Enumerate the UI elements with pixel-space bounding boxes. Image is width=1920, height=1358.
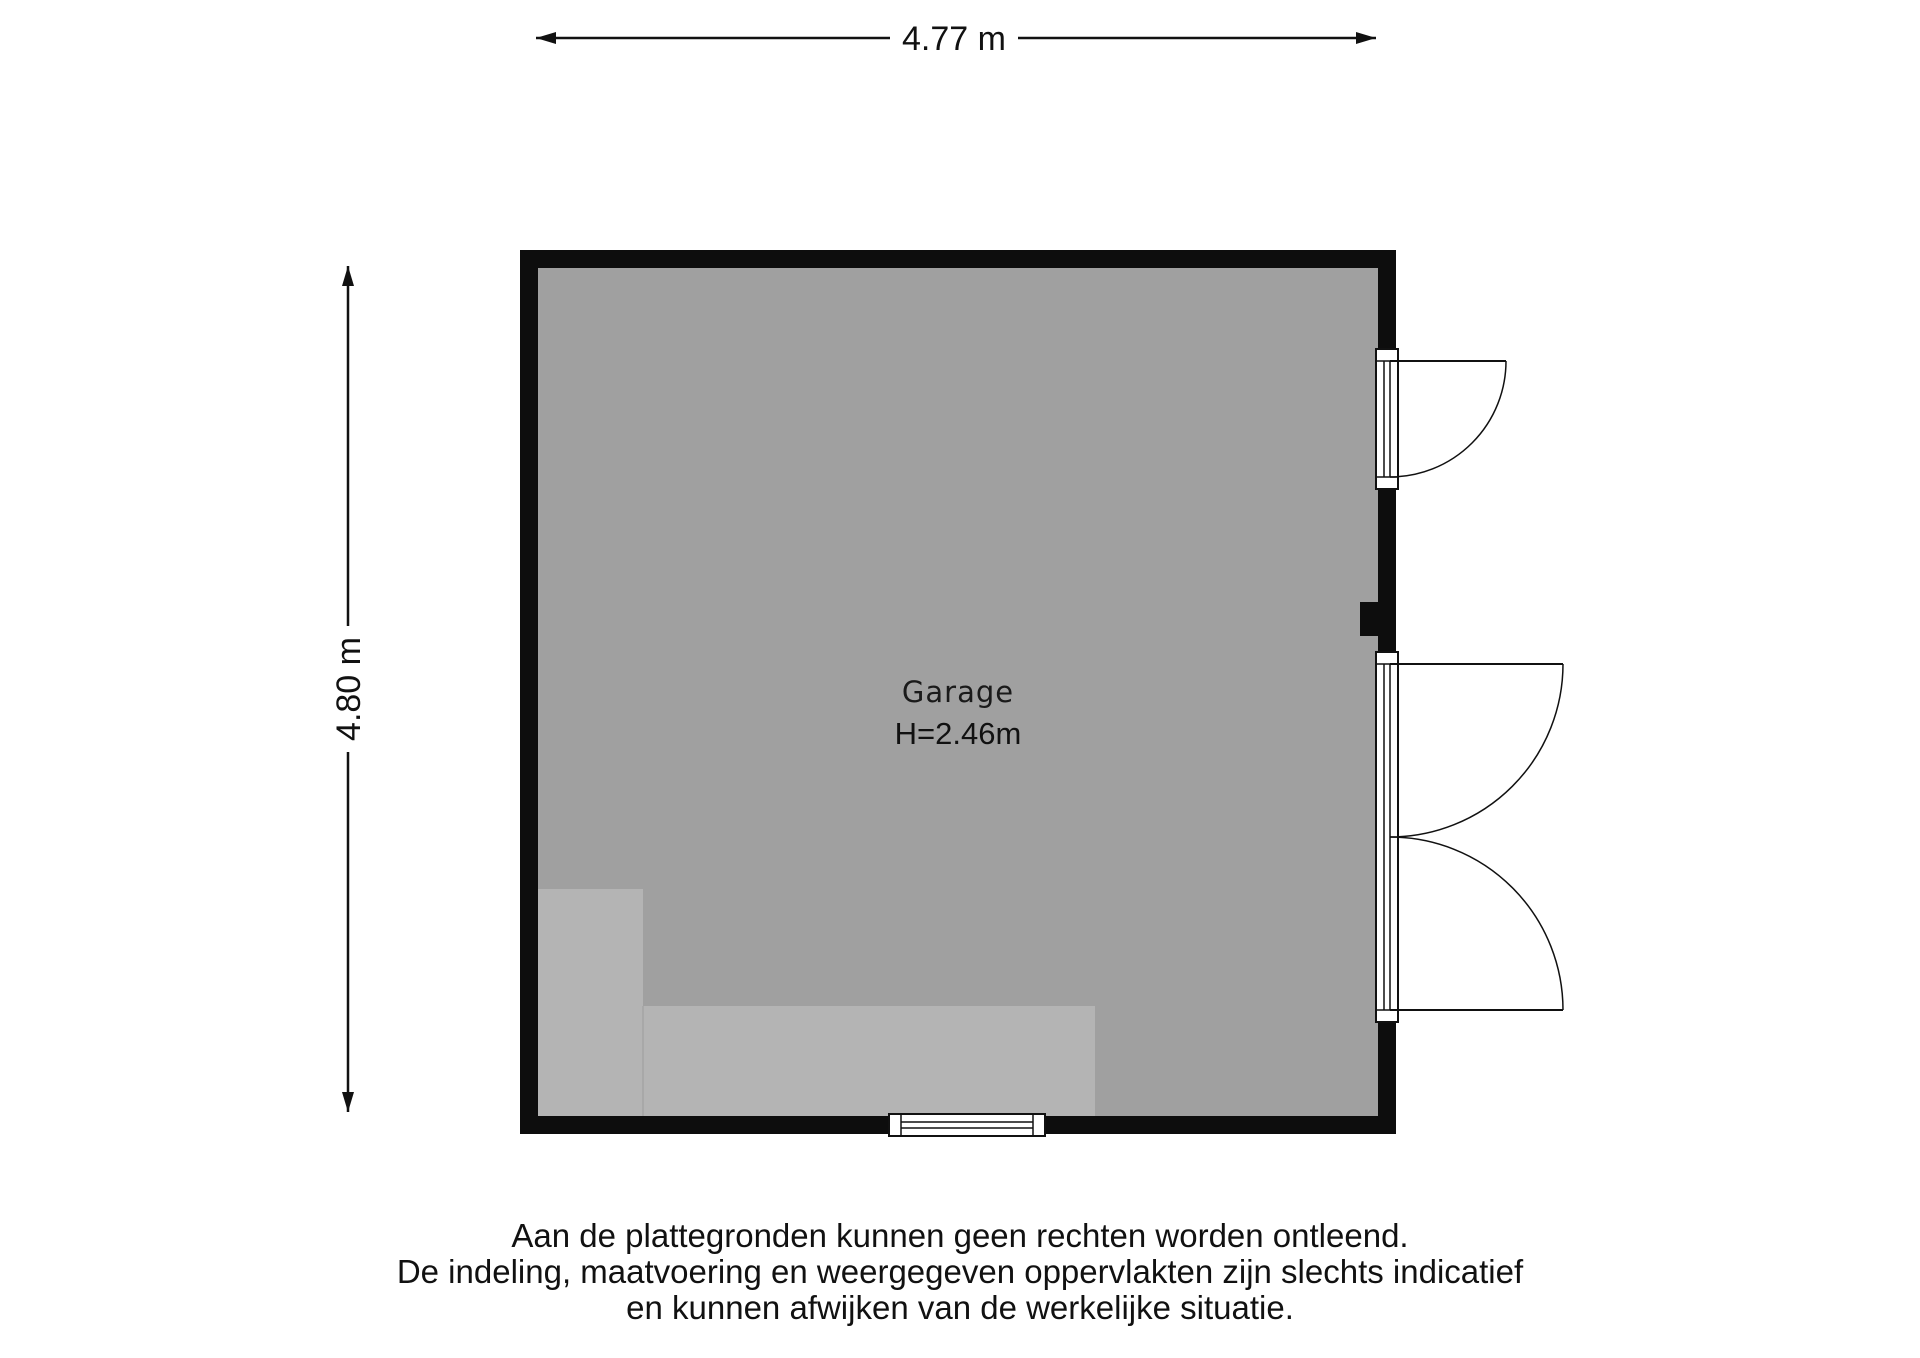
double-door-swing-lower	[1390, 837, 1563, 1010]
side-door	[1376, 349, 1506, 489]
width-dimension-label: 4.77 m	[902, 20, 1006, 58]
bottom-window	[889, 1114, 1045, 1136]
width-dimension	[536, 20, 1376, 58]
disclaimer-line-3: en kunnen afwijken van de werkelijke situatie.	[626, 1289, 1294, 1326]
disclaimer	[360, 1218, 1560, 1326]
room-height: H=2.46m	[894, 716, 1022, 751]
height-dimension	[330, 266, 368, 1112]
height-dimension-label: 4.80 m	[330, 637, 368, 741]
double-door	[1376, 652, 1563, 1022]
disclaimer-line-1: Aan de plattegronden kunnen geen rechten worden ontleend.	[511, 1217, 1409, 1254]
room-name: Garage	[901, 675, 1015, 709]
side-door-swing	[1390, 361, 1506, 477]
wall-column	[1360, 602, 1382, 636]
disclaimer-line-2: De indeling, maatvoering en weergegeven oppervlakten zijn slechts indicatief	[396, 1253, 1524, 1290]
double-door-swing-upper	[1390, 664, 1563, 837]
